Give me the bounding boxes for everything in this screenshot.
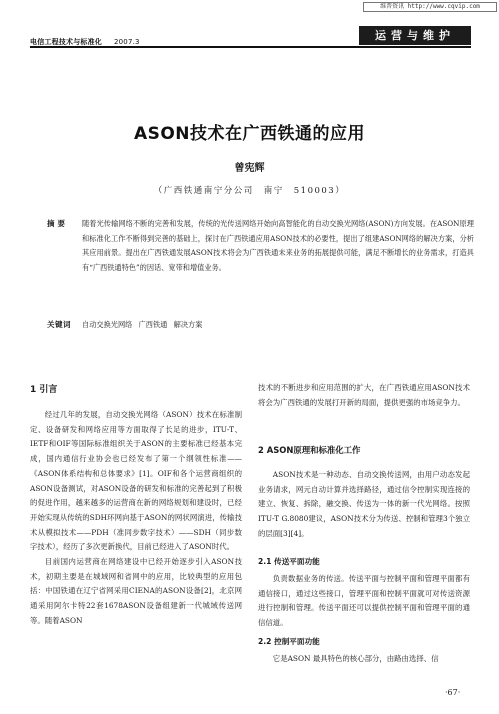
subsection-2-2-heading: 2.2 控制平面功能 bbox=[258, 637, 320, 646]
subsection-2-1-body bbox=[258, 572, 470, 631]
subsection-2-2-text: 它是ASON 最具特色的核心部分，由路由选择、信 bbox=[272, 654, 439, 663]
subsection-2-2-body bbox=[258, 652, 470, 667]
section-1-heading: 1 引言 bbox=[30, 385, 58, 395]
keywords-text: 自动交换光网络 广西铁通 解决方案 bbox=[82, 320, 203, 329]
header-rule bbox=[30, 46, 471, 48]
section-2-paragraph-1: ASON技术是一种动态、自动交换传送网，由用户动态发起业务请求，网元自动计算并选择路径，通过信令控制实现连接的建立、恢复、拆除，融交换、传送为一体的新一代光网络。按照ITU-T G.8080建议，ASON技术分为传送、控制和管理3个独立的层面[3][4]。 bbox=[258, 470, 470, 538]
article-author: 曾宪辉 bbox=[234, 163, 265, 174]
section-1-continued bbox=[258, 381, 470, 410]
author-affiliation: （广西铁通南宁分公司 南宁 510003） bbox=[153, 186, 346, 196]
keywords-label: 关键词 bbox=[47, 320, 71, 329]
section-2-heading: 2 ASON原理和标准化工作 bbox=[258, 445, 361, 455]
journal-name: 电信工程技术与标准化 bbox=[30, 38, 102, 46]
section-1-paragraph-2: 目前国内运营商在网络建设中已经开始逐步引入ASON技术，初期主要是在城域网和省网中的应用，比较典型的应用包括：中国铁通在辽宁省网采用CIENA的ASON设备[2]，北京网通采用阿尔卡特22套1678ASON设备组建新一代城域传送网等。随着ASON bbox=[30, 557, 242, 625]
section-banner: 运营与维护 bbox=[359, 26, 471, 45]
section-1-paragraph-3: 技术的不断进步和应用范围的扩大，在广西铁通应用ASON技术将会为广西铁通的发展打开新的局面，提供更强的市场竞争力。 bbox=[258, 383, 470, 407]
section-1-body bbox=[30, 408, 242, 629]
article-title: ASON技术在广西铁通的应用 bbox=[133, 124, 366, 144]
page-number: ·67· bbox=[445, 688, 461, 697]
section-1-paragraph-1: 经过几年的发展，自动交换光网络（ASON）技术在标准制定、设备研发和网络应用等方面取得了长足的进步，ITU-T、IETF和OIF等国际标准组织关于ASON的主要标准已经基本完成，国内通信行业协会也已经发布了第一个纲领性标准——《ASON体系结构和总体要求》[1]。OIF和各个运营商组织的ASON设备测试，对ASON设备的研发和标准的完善起到了积极的促进作用，越来越多的运营商在新的网络规划和建设时，已经开始实现从传统的SDH环网向基于ASON的网状网演进，传输技术从模拟技术——PDH（准同步数字技术）——SDH（同步数字技术），经历了多次更新换代，目前已经进入了ASON时代。 bbox=[30, 410, 242, 552]
section-2-body bbox=[258, 468, 470, 542]
abstract-text: 随着光传输网络不断的完善和发展，传统的光传送网络开始向高智能化的自动交换光网络(ASON)方向发展。在ASON原理和标准化工作不断得到完善的基础上，探讨在广西铁通应用ASON技术的必要性，提出了组建ASON网络的解决方案，分析其应用前景。提出在广西铁通发展ASON技术将会为广西铁通未来业务的拓展提供可能，满足不断增长的业务需求，打造具有“广西铁通特色”的因话、宽带和增值业务。 bbox=[82, 219, 474, 272]
subsection-2-1-heading: 2.1 传送平面功能 bbox=[258, 557, 320, 566]
issue-date: 2007.3 bbox=[114, 38, 140, 46]
abstract-label: 摘要 bbox=[47, 219, 68, 228]
watermark: 维普资讯 http://www.cqvip.com bbox=[363, 2, 497, 12]
subsection-2-1-text: 负责数据业务的传送。传送平面与控制平面和管理平面都有通信接口，通过这些接口，管理平面和控制平面就可对传送资源进行控制和管理。传送平面还可以提供控制平面和管理平面的通信信道。 bbox=[258, 574, 470, 628]
